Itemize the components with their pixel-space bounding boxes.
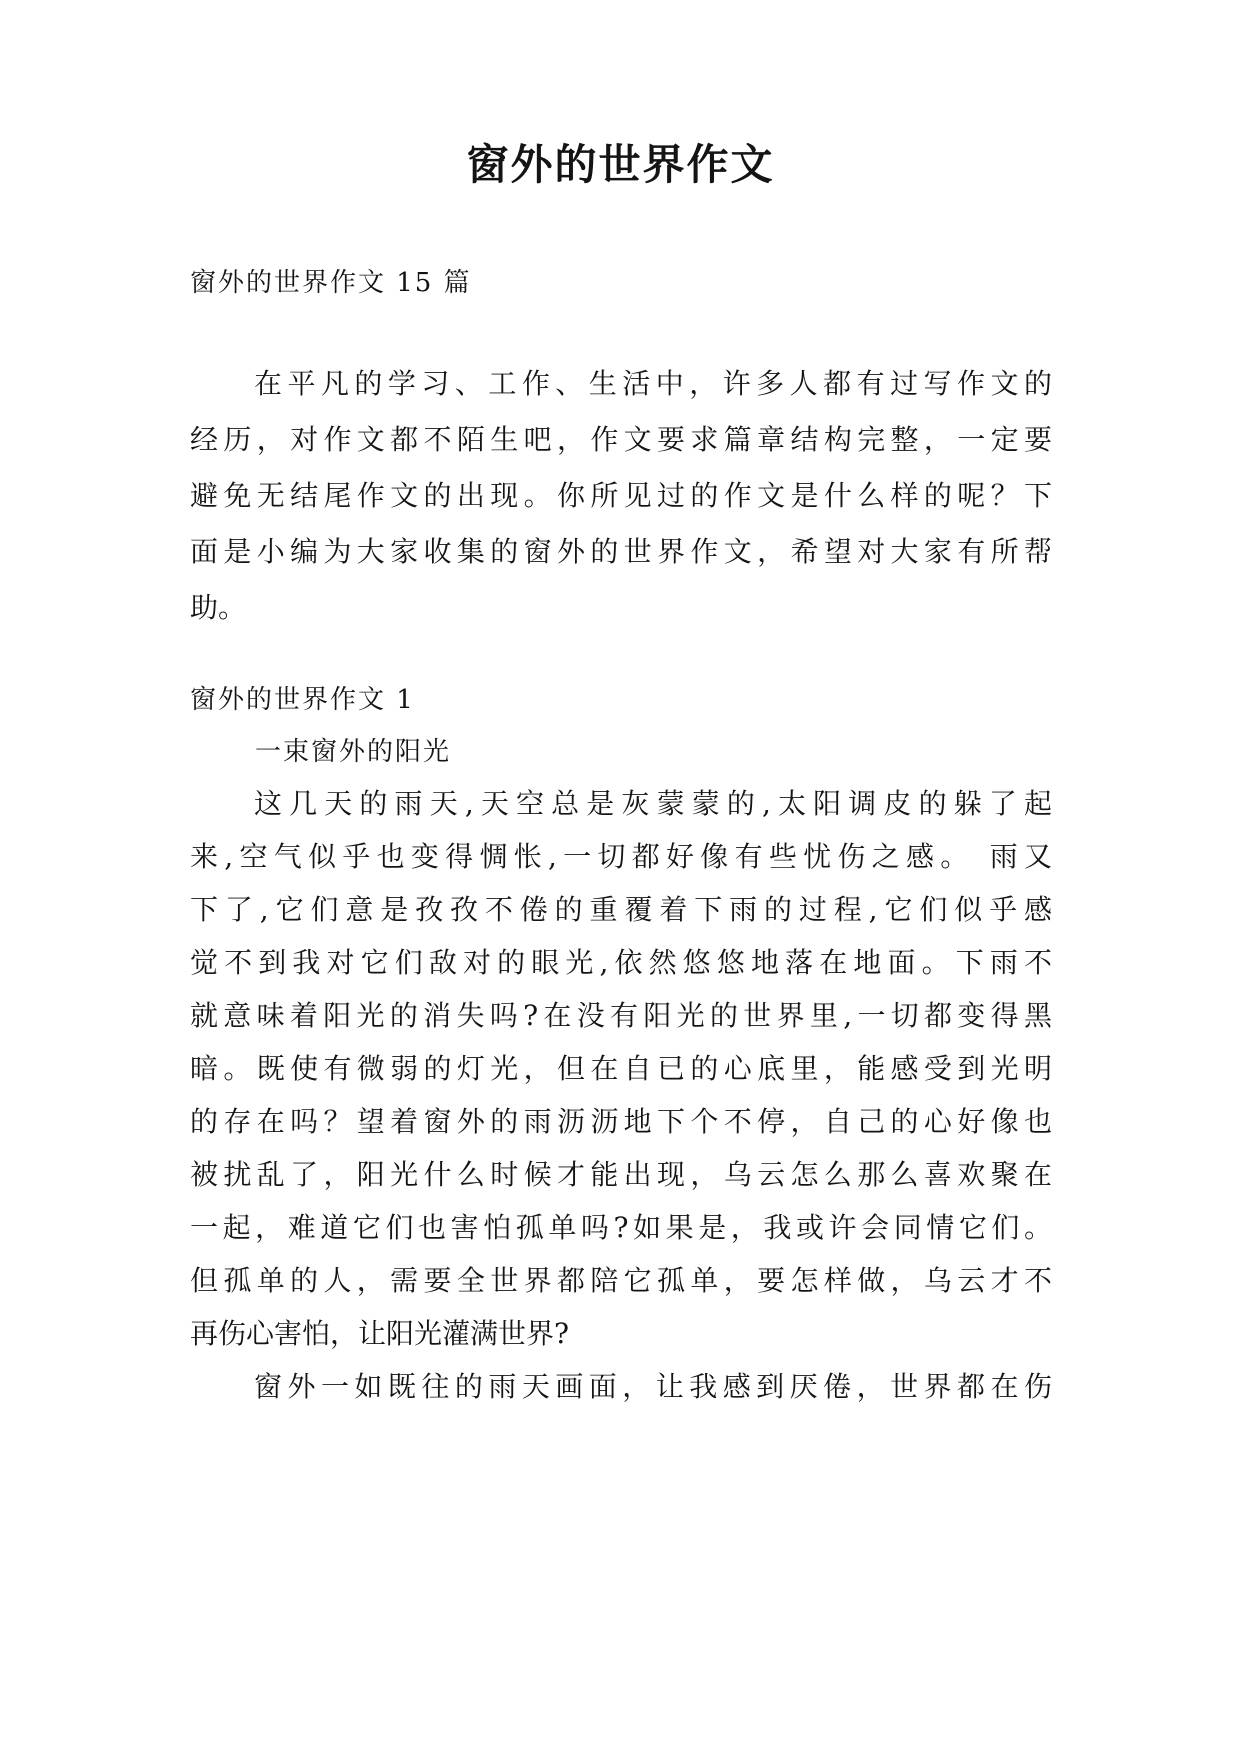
document-subtitle: 窗外的世界作文 15 篇 bbox=[190, 268, 472, 298]
paragraph-line: 经历，对作文都不陌生吧，作文要求篇章结构完整，一定要 bbox=[190, 423, 1052, 456]
paragraph-line: 的存在吗？望着窗外的雨沥沥地下个不停，自己的心好像也 bbox=[190, 1105, 1052, 1138]
essay-paragraph bbox=[190, 1360, 1052, 1413]
paragraph-line: 但孤单的人，需要全世界都陪它孤单，要怎样做，乌云才不 bbox=[190, 1264, 1052, 1297]
page-title: 窗外的世界作文 bbox=[466, 140, 775, 189]
paragraph-line: 下了,它们意是孜孜不倦的重覆着下雨的过程,它们似乎感 bbox=[190, 893, 1052, 926]
paragraph-line: 觉不到我对它们敌对的眼光,依然悠悠地落在地面。下雨不 bbox=[190, 946, 1052, 979]
intro-paragraph bbox=[190, 356, 1052, 636]
paragraph-line: 面是小编为大家收集的窗外的世界作文，希望对大家有所帮 bbox=[190, 535, 1052, 568]
paragraph-line: 被扰乱了，阳光什么时候才能出现，乌云怎么那么喜欢聚在 bbox=[190, 1158, 1052, 1191]
paragraph-line: 来,空气似乎也变得惆怅,一切都好像有些忧伤之感。 雨又 bbox=[190, 840, 1052, 873]
essay-title: 一束窗外的阳光 bbox=[255, 737, 452, 767]
essay-body bbox=[190, 777, 1052, 1413]
paragraph-line: 助。 bbox=[190, 591, 247, 624]
paragraph-line: 避免无结尾作文的出现。你所见过的作文是什么样的呢？下 bbox=[190, 479, 1052, 512]
paragraph-line: 这几天的雨天,天空总是灰蒙蒙的,太阳调皮的躲了起 bbox=[254, 787, 1052, 820]
paragraph-line: 暗。既使有微弱的灯光，但在自已的心底里，能感受到光明 bbox=[190, 1052, 1052, 1085]
essay-paragraph bbox=[190, 777, 1052, 1360]
paragraph-line: 再伤心害怕，让阳光灌满世界? bbox=[190, 1317, 570, 1350]
essay-heading: 窗外的世界作文 1 bbox=[190, 685, 415, 715]
paragraph-line: 窗外一如既往的雨天画面，让我感到厌倦，世界都在伤 bbox=[254, 1370, 1052, 1403]
paragraph-line: 就意味着阳光的消失吗?在没有阳光的世界里,一切都变得黑 bbox=[190, 999, 1052, 1032]
paragraph-line: 在平凡的学习、工作、生活中，许多人都有过写作文的 bbox=[254, 367, 1052, 400]
paragraph-line: 一起，难道它们也害怕孤单吗?如果是，我或许会同情它们。 bbox=[190, 1211, 1052, 1244]
